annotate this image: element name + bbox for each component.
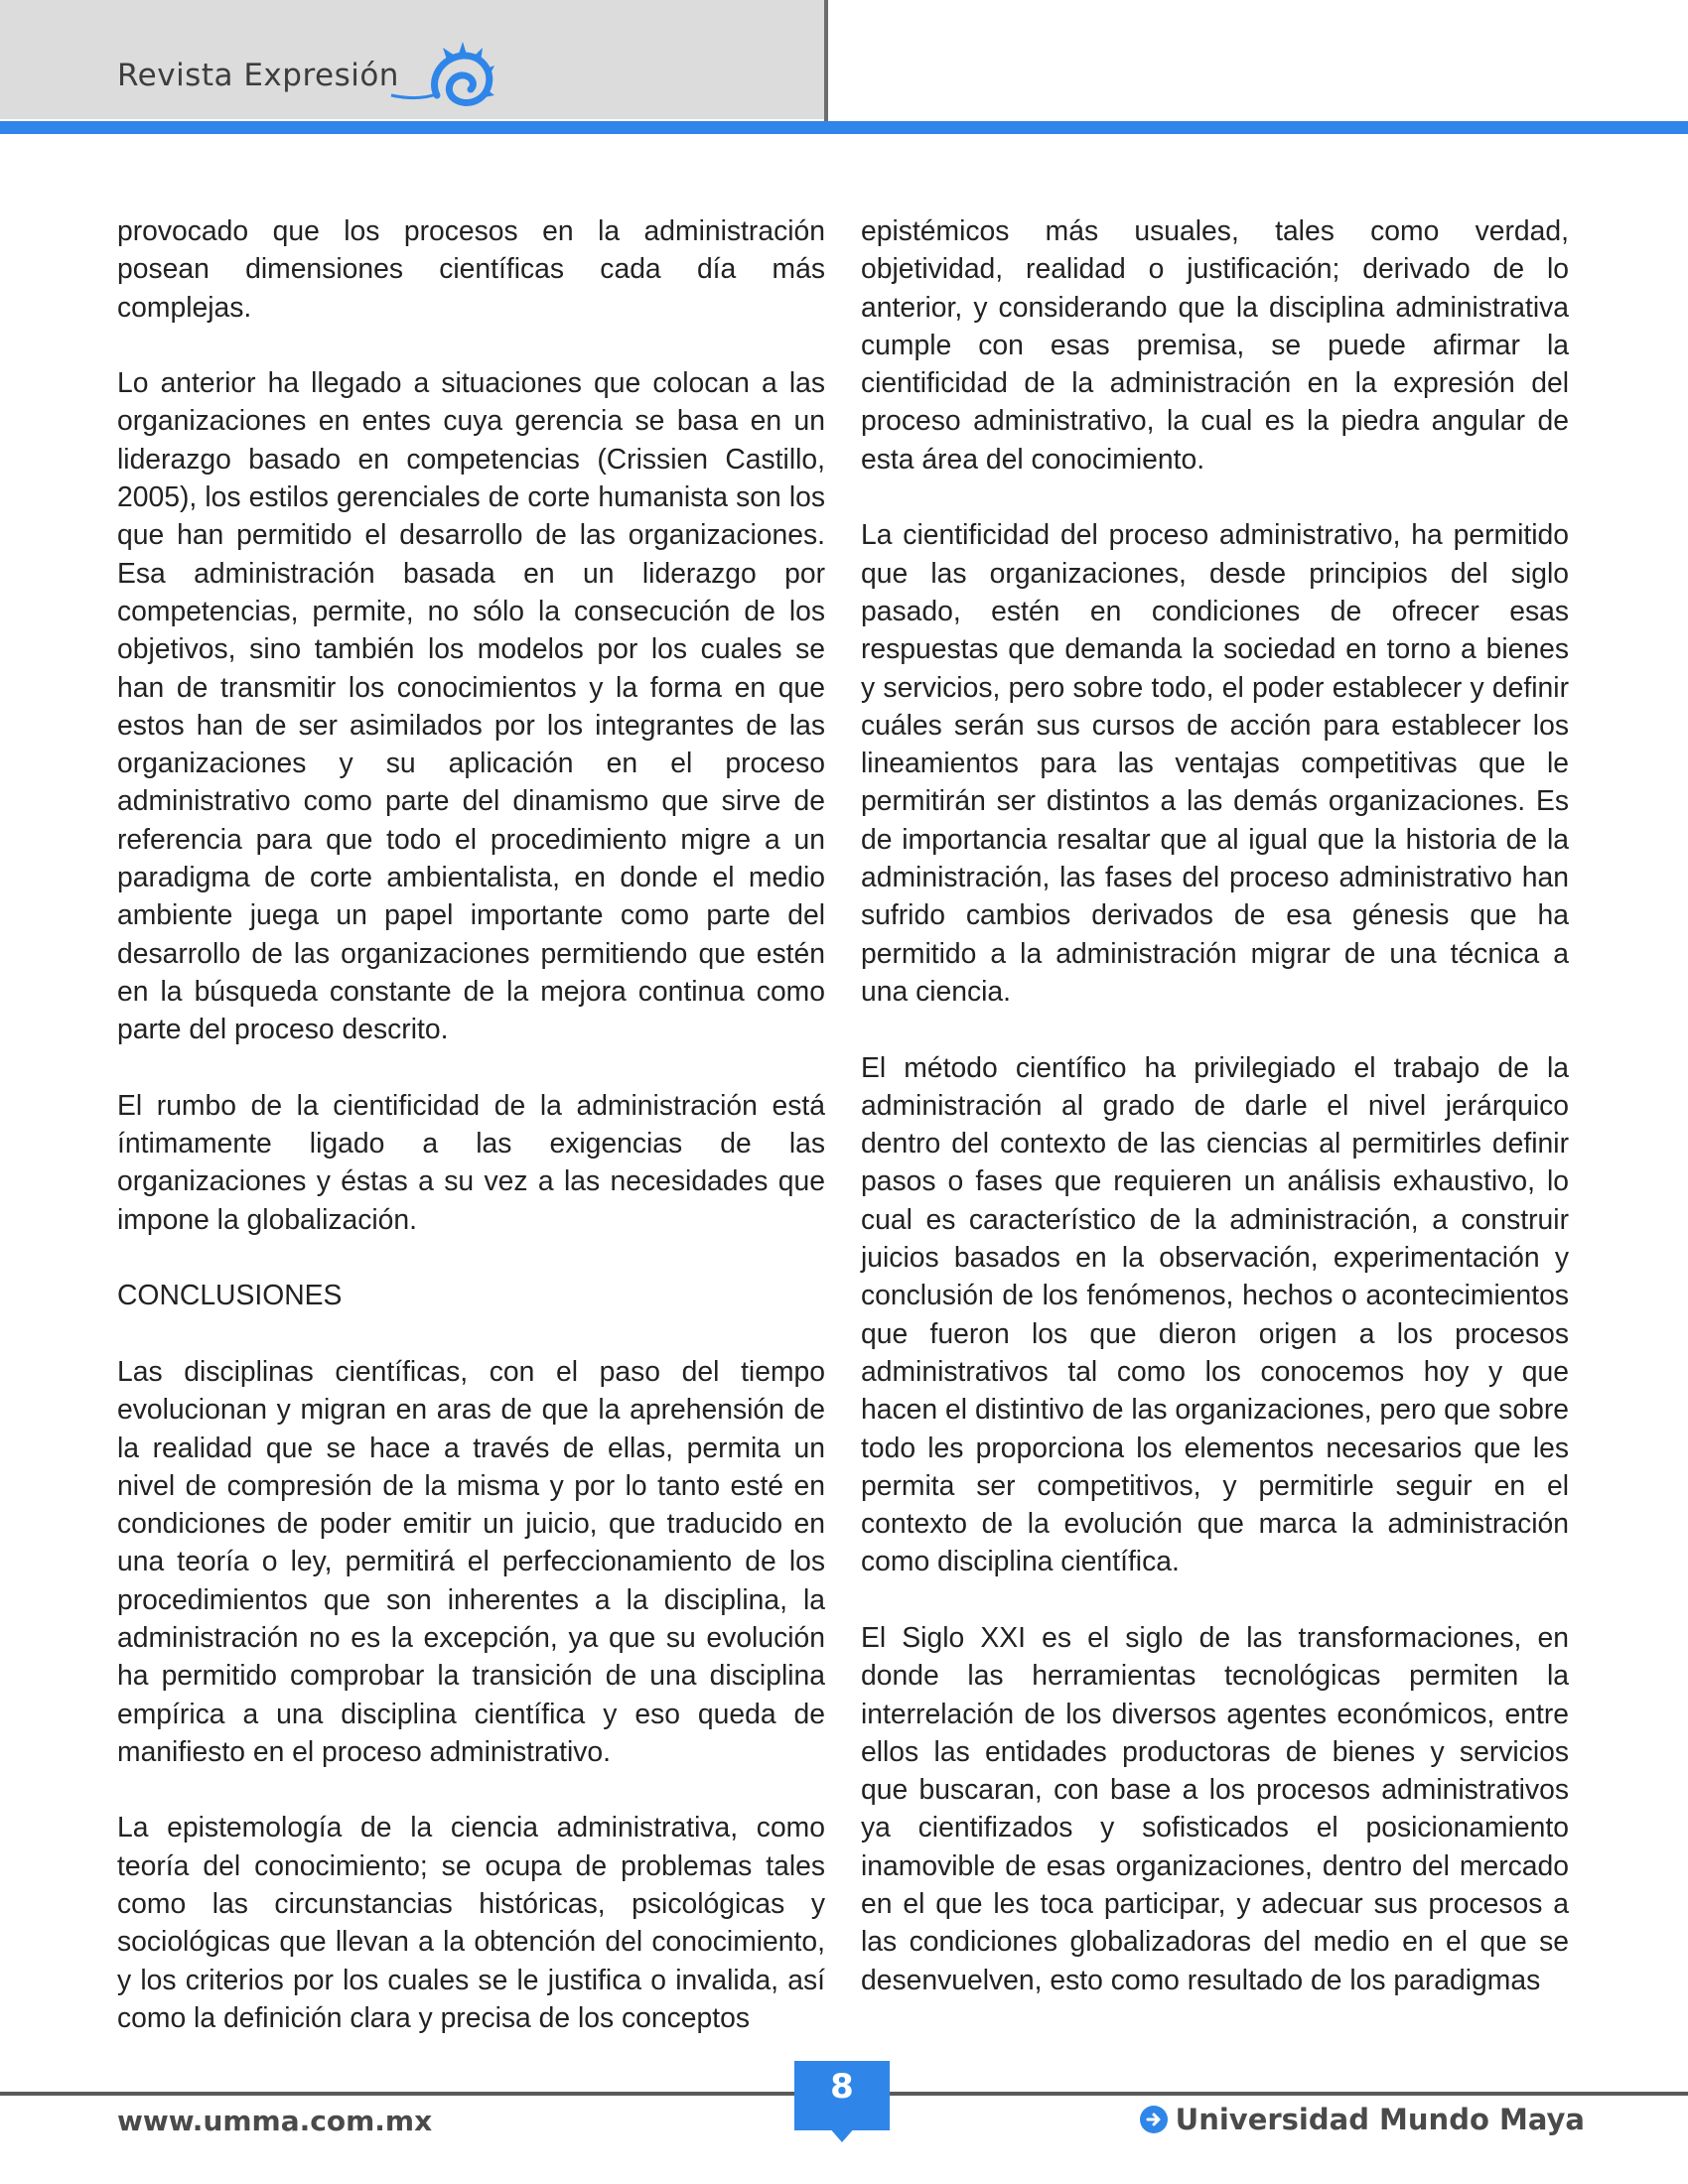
paragraph: La cientificidad del proceso administrativo, ha permitido que las organizaciones, desde principios del siglo pasado, estén en condiciones de ofrecer esas respuestas que demanda la sociedad en torno a bienes y servicios, pero sobre todo, el poder establecer y definir cuáles serán sus cursos de acción para establecer los lineamientos para las ventajas competitivas que le permitirán ser distintos a las demás organizaciones. Es de importancia resaltar que al igual que la historia de la administración, las fases del proceso administrativo han sufrido cambios derivados de esa génesis que ha permitido a la administración migrar de una técnica a una ciencia. <box>861 518 1569 1007</box>
arrow-right-circle-icon <box>1140 2106 1168 2133</box>
spiral-shell-icon <box>389 40 496 117</box>
paragraph: Las disciplinas científicas, con el paso del tiempo evolucionan y migran en aras de que la aprehensión de la realidad que se hace a través de ellas, permita un nivel de compresión de la misma y por lo tanto esté en condiciones de poder emitir un juicio, que traducido en una teoría o ley, permitirá el perfeccionamiento de los procedimientos que son inherentes a la disciplina, la administración no es la excepción, ya que su evolución ha permitido comprobar la transición de una disciplina empírica a una disciplina científica y eso queda de manifiesto en el proceso administrativo. <box>117 1354 825 1767</box>
paragraph: Lo anterior ha llegado a situaciones que colocan a las organizaciones en entes cuya gerencia se basa en un liderazgo basado en competencias (Crissien Castillo, 2005), los estilos gerenciales de corte humanista son los que han permitido el desarrollo de las organizaciones. Esa administración basada en un liderazgo por competencias, permite, no sólo la consecución de los objetivos, sino también los modelos por los cuales se han de transmitir los conocimientos y la forma en que estos han de ser asimilados por los integrantes de las organizaciones y su aplicación en el proceso administrativo como parte del dinamismo que sirve de referencia para que todo el procedimiento migre a un paradigma de corte ambientalista, en donde el medio ambiente juega un papel importante como parte del desarrollo de las organizaciones permitiendo que estén en la búsqueda constante de la mejora continua como parte del proceso descrito. <box>117 366 825 1045</box>
page-number: 8 <box>830 2067 854 2107</box>
footer-university <box>1140 2103 1585 2136</box>
header-rule <box>0 121 1688 134</box>
paragraph: La epistemología de la ciencia administrativa, como teoría del conocimiento; se ocupa de problemas tales como las circunstancias históricas, psicológicas y sociológicas que llevan a la obtención del conocimiento, y los criterios por los cuales se le justifica o invalida, así como la definición clara y precisa de los conceptos <box>117 1811 825 2033</box>
paragraph: provocado que los procesos en la administración posean dimensiones científicas cada día más complejas. <box>117 214 825 323</box>
university-name: Universidad Mundo Maya <box>1175 2103 1585 2136</box>
page-badge-tail <box>828 2126 856 2142</box>
header-divider <box>824 0 828 121</box>
paragraph: El método científico ha privilegiado el trabajo de la administración al grado de darle el nivel jerárquico dentro del contexto de las ciencias al permitirles definir pasos o fases que requieren un análisis exhaustivo, lo cual es característico de la administración, a construir juicios basados en la observación, experimentación y conclusión de los fenómenos, hechos o acontecimientos que fueron los que dieron origen a los procesos administrativos tal como los conocemos hoy y que hacen el distintivo de las organizaciones, pero que sobre todo les proporciona los elementos necesarios que les permita ser competitivos, y permitirle seguir en el contexto de la evolución que marca la administración como disciplina científica. <box>861 1050 1569 1577</box>
journal-title: Revista Expresión <box>117 58 399 93</box>
right-column <box>861 211 1569 2036</box>
left-column <box>117 211 825 2075</box>
paragraph: El rumbo de la cientificidad de la administración está íntimamente ligado a las exigencias de las organizaciones y éstas a su vez a las necesidades que impone la globalización. <box>117 1088 825 1235</box>
section-heading: CONCLUSIONES <box>117 1279 343 1311</box>
footer-url-link[interactable]: www.umma.com.mx <box>117 2105 433 2137</box>
paragraph: epistémicos más usuales, tales como verdad, objetividad, realidad o justificación; derivado de lo anterior, y considerando que la disciplina administrativa cumple con esas premisa, se puede afirmar la cientificidad de la administración en la expresión del proceso administrativo, la cual es la piedra angular de esta área del conocimiento. <box>861 214 1569 475</box>
paragraph: El Siglo XXI es el siglo de las transformaciones, en donde las herramientas tecnológicas permiten la interrelación de los diversos agentes económicos, entre ellos las entidades productoras de bienes y servicios que buscaran, con base a los procesos administrativos ya cientifizados y sofisticados el posicionamiento inamovible de esas organizaciones, dentro del mercado en el que les toca participar, y adecuar sus procesos a las condiciones globalizadoras del medio en el que se desenvuelven, esto como resultado de los paradigmas <box>861 1620 1569 1995</box>
